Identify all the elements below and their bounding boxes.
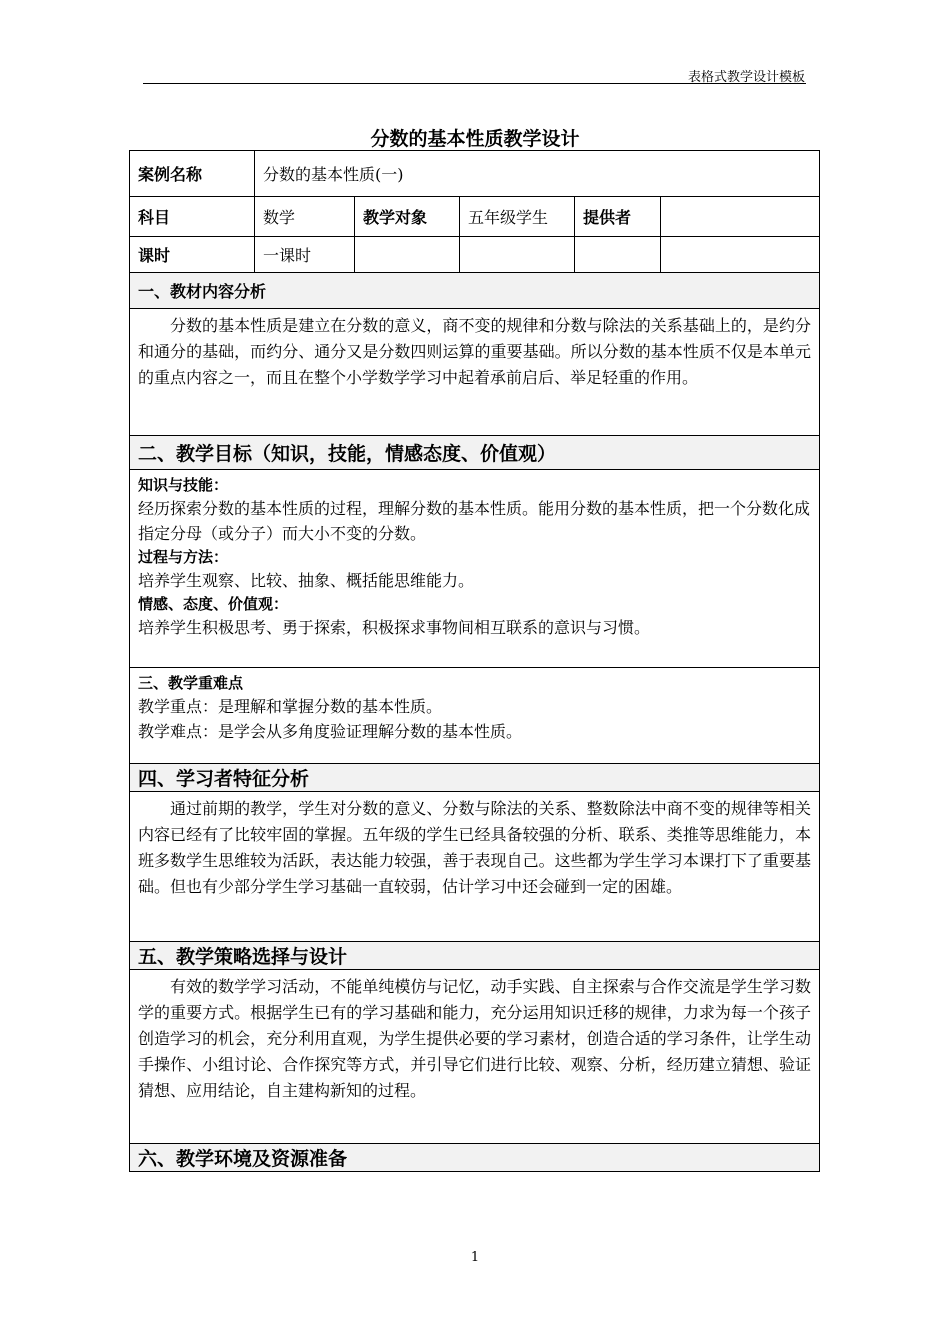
section-2-header-row (130, 436, 820, 470)
emotion-text: 培养学生积极思考、勇于探索，积极探求事物间相互联系的意识与习惯。 (138, 618, 651, 637)
provider-value (661, 197, 820, 237)
subject-label: 科目 (130, 197, 255, 237)
section-2-body (130, 470, 820, 668)
section-6-title: 六、教学环境及资源准备 (130, 1144, 820, 1172)
section-1-body (130, 309, 820, 436)
section-4-body (130, 792, 820, 942)
section-5-body-row (130, 970, 820, 1144)
section-5-header-row (130, 942, 820, 970)
section-5-text: 有效的数学学习活动，不能单纯模仿与记忆，动手实践、自主探索与合作交流是学生学习数学的重要方式。根据学生已有的学习基础和能力，充分运用知识迁移的规律，力求为每一个孩子创造学习的机会，充分利用直观，为学生提供必要的学习素材，创造合适的学习条件，让学生动手操作、小组讨论、合作探究等方式，并引导它们进行比较、观察、分析，经历建立猜想、验证猜想、应用结论，自主建构新知的过程。 (138, 977, 811, 1100)
section-2-title: 二、教学目标（知识，技能，情感态度、价值观） (130, 436, 820, 470)
section-1-header-row (130, 273, 820, 309)
emotion-label: 情感、态度、价值观： (138, 595, 289, 613)
section-3-title: 三、教学重难点 (138, 674, 244, 692)
subject-value: 数学 (255, 197, 355, 237)
provider-label: 提供者 (575, 197, 661, 237)
case-name-row (130, 151, 820, 197)
header-rule (143, 83, 806, 84)
knowledge-label: 知识与技能： (138, 476, 229, 494)
lesson-plan-table (129, 150, 820, 1172)
section-3-body (130, 668, 820, 764)
document-title: 分数的基本性质教学设计 (370, 128, 580, 150)
section-5-title: 五、教学策略选择与设计 (130, 942, 820, 970)
section-1-body-row (130, 309, 820, 436)
section-4-header-row (130, 764, 820, 792)
section-5-body (130, 970, 820, 1144)
section-1-title: 一、教材内容分析 (130, 273, 820, 309)
section-6-header-row (130, 1144, 820, 1172)
knowledge-text: 经历探索分数的基本性质的过程，理解分数的基本性质。能用分数的基本性质，把一个分数化成指定分母（或分子）而大小不变的分数。 (138, 499, 811, 543)
subject-row (130, 197, 820, 237)
section-2-body-row (130, 470, 820, 668)
period-row (130, 237, 820, 273)
case-name-label: 案例名称 (130, 151, 255, 197)
audience-value: 五年级学生 (460, 197, 575, 237)
key-point-text: 教学重点：是理解和掌握分数的基本性质。 (138, 697, 443, 716)
section-4-text: 通过前期的教学，学生对分数的意义、分数与除法的关系、整数除法中商不变的规律等相关内容已经有了比较牢固的掌握。五年级的学生已经具备较强的分析、联系、类推等思维能力，本班多数学生思维较为活跃，表达能力较强，善于表现自己。这些都为学生学习本课打下了重要基础。但也有少部分学生学习基础一直较弱，估计学习中还会碰到一定的困雄。 (138, 799, 811, 896)
process-label: 过程与方法： (138, 548, 229, 566)
period-value: 一课时 (255, 237, 355, 273)
page-number: 1 (470, 1250, 480, 1265)
section-4-body-row (130, 792, 820, 942)
period-label: 课时 (130, 237, 255, 273)
section-3-row (130, 668, 820, 764)
audience-label: 教学对象 (355, 197, 460, 237)
section-4-title: 四、学习者特征分析 (130, 764, 820, 792)
process-text: 培养学生观察、比较、抽象、概括能思维能力。 (138, 571, 475, 590)
header-label: 表格式教学设计模板 (687, 70, 805, 85)
section-1-text: 分数的基本性质是建立在分数的意义，商不变的规律和分数与除法的关系基础上的，是约分和通分的基础，而约分、通分又是分数四则运算的重要基础。所以分数的基本性质不仅是本单元的重点内容之一，而且在整个小学数学学习中起着承前启后、举足轻重的作用。 (138, 316, 811, 387)
case-name-value: 分数的基本性质(一) (255, 151, 820, 197)
difficulty-text: 教学难点：是学会从多角度验证理解分数的基本性质。 (138, 722, 523, 741)
